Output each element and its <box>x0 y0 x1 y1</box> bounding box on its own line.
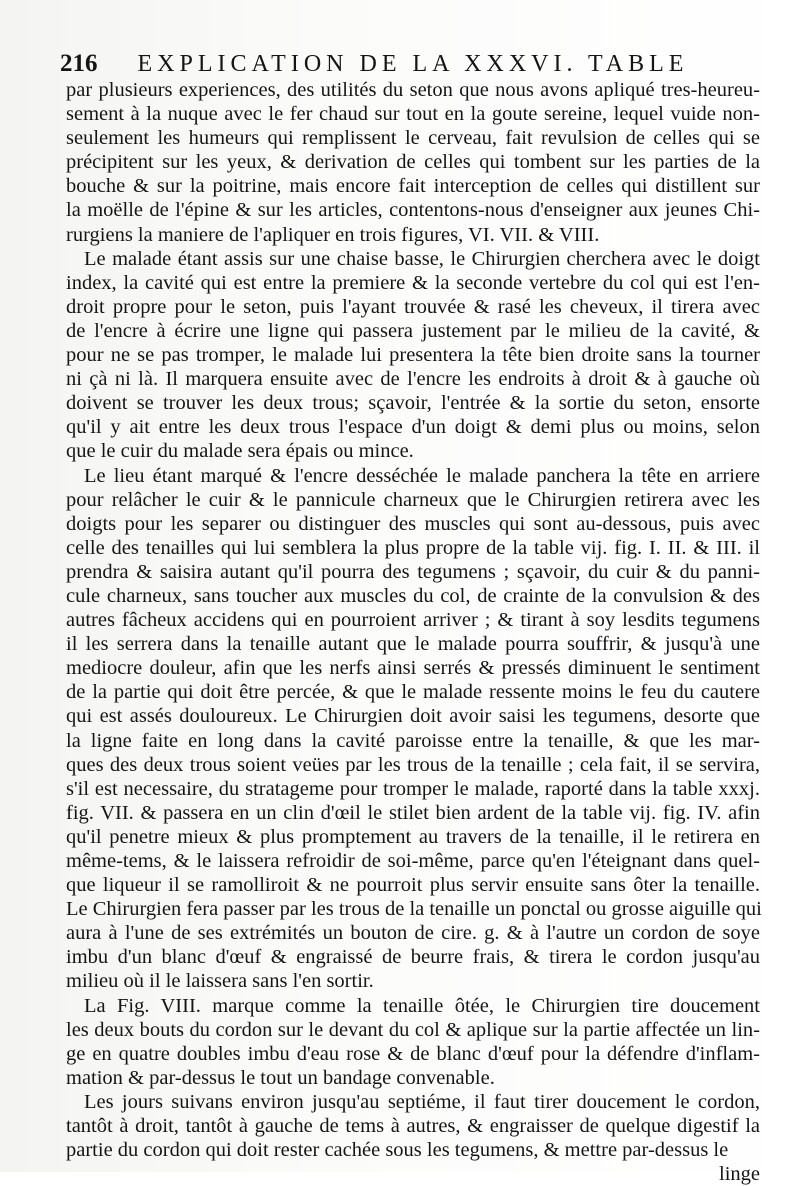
running-title: EXPLICATION DE LA XXXVI. TABLE <box>137 51 689 77</box>
text-line: aura à l'une de ses extrémités un bouton de cire. g. & à l'autre un cordon de soye <box>66 922 760 945</box>
text-line: imbu d'un blanc d'œuf & engraissé de beurre frais, & tirera le cordon jusqu'au <box>66 946 760 969</box>
text-line: ni çà ni là. Il marquera ensuite avec de l'encre les endroits à droit & à gauche où <box>66 368 760 391</box>
text-line: La Fig. VIII. marque comme la tenaille ôtée, le Chirurgien tire doucement <box>84 994 760 1017</box>
paragraph <box>66 247 760 464</box>
text-line: sement à la nuque avec le fer chaud sur tout en la goute sereine, lequel vuide non- <box>66 103 760 126</box>
text-line: Le lieu étant marqué & l'encre desséchée le malade panchera la tête en arriere <box>84 464 760 487</box>
text-line: cule charneux, sans toucher aux muscles du col, de crainte de la convulsion & des <box>66 584 760 607</box>
body-text <box>66 78 760 1186</box>
text-line: mation & par-dessus le tout un bandage convenable. <box>66 1066 495 1089</box>
text-line: index, la cavité qui est entre la premiere & la seconde vertebre du col qui est l'en- <box>66 271 760 294</box>
text-line: doivent se trouver les deux trous; sçavoir, l'entrée & la sortie du seton, ensorte <box>66 392 760 415</box>
text-line: mediocre douleur, afin que les nerfs ainsi serrés & pressés diminuent le sentiment <box>66 657 760 680</box>
text-line: la ligne faite en long dans la cavité paroisse entre la tenaille, & que les mar- <box>66 729 760 752</box>
text-line: qui est assés douloureux. Le Chirurgien doit avoir saisi les tegumens, desorte que <box>66 705 760 728</box>
text-line: qu'il y ait entre les deux trous l'espace d'un doigt & demi plus ou moins, selon <box>66 416 760 439</box>
catchword: linge <box>719 1163 760 1186</box>
text-line: milieu où il le laissera sans l'en sortir. <box>66 970 374 993</box>
paragraph <box>66 994 760 1090</box>
paragraph <box>66 78 760 247</box>
text-line: Le malade étant assis sur une chaise basse, le Chirurgien cherchera avec le doigt <box>84 247 760 270</box>
text-line: Les jours suivans environ jusqu'au septiéme, il faut tirer doucement le cordon, <box>84 1090 760 1113</box>
text-line: autres fâcheux accidens qui en pourroient arriver ; & tirant à soy lesdits tegumens <box>66 609 760 632</box>
text-line: droit propre pour le seton, puis l'ayant trouvée & rasé les cheveux, il tirera avec <box>66 295 760 318</box>
text-line: s'il est necessaire, du stratageme pour tromper le malade, raporté dans la table xxxj. <box>66 777 760 800</box>
text-line: partie du cordon qui doit rester cachée sous les tegumens, & mettre par-dessus le <box>66 1139 729 1162</box>
text-line: tantôt à droit, tantôt à gauche de tems à autres, & engraisser de quelque digestif la <box>66 1115 760 1138</box>
text-line: que le cuir du malade sera épais ou mince. <box>66 440 414 463</box>
text-line: il les serrera dans la tenaille autant que le malade pourra souffrir, & jusqu'à une <box>66 633 760 656</box>
text-line: de l'encre à écrire une ligne qui passera justement par le milieu de la cavité, & <box>66 319 760 342</box>
text-line: doigts pour les separer ou distinguer des muscles qui sont au-dessous, puis avec <box>66 512 760 535</box>
text-line: la moëlle de l'épine & sur les articles, contentons-nous d'enseigner aux jeunes Chi- <box>66 199 760 222</box>
paragraph <box>66 464 760 994</box>
text-line: bouche & sur la poitrine, mais encore fait interception de celles qui distillent sur <box>66 175 760 198</box>
text-line: même-tems, & le laissera refroidir de soi-même, parce qu'en l'éteignant dans quel- <box>66 850 760 872</box>
page-number: 216 <box>60 50 98 77</box>
paragraph <box>66 1090 760 1162</box>
text-line: ques des deux trous soient veües par les trous de la tenaille ; cela fait, il se servira, <box>66 753 760 776</box>
text-line: précipitent sur les yeux, & derivation de celles qui tombent sur les parties de la <box>66 151 760 174</box>
text-line: de la partie qui doit être percée, & que le malade ressente moins le feu du cautere <box>66 681 760 704</box>
text-line: pour ne se pas tromper, le malade lui presentera la tête bien droite sans la tourner <box>66 344 760 367</box>
text-line: pour relâcher le cuir & le pannicule charneux que le Chirurgien retirera avec les <box>66 488 760 511</box>
text-line: par plusieurs experiences, des utilités du seton que nous avons apliqué tres-heureu- <box>66 79 760 101</box>
text-line: Le Chirurgien fera passer par les trous de la tenaille un ponctal ou grosse aiguille qui <box>66 898 762 921</box>
text-line: seulement les humeurs qui remplissent le cerveau, fait revulsion de celles qui se <box>66 127 760 150</box>
text-line: celle des tenailles qui lui semblera la plus propre de la table vij. fig. I. II. & III. il <box>66 536 760 559</box>
text-line: ge en quatre doubles imbu d'eau rose & de blanc d'œuf pour la défendre d'inflam- <box>66 1042 760 1065</box>
text-line: qu'il penetre mieux & plus promptement au travers de la tenaille, il le retirera en <box>66 825 760 848</box>
text-line: que liqueur il se ramolliroit & ne pourroit plus servir ensuite sans ôter la tenaille. <box>66 874 760 897</box>
text-line: rurgiens la maniere de l'apliquer en trois figures, VI. VII. & VIII. <box>66 223 600 246</box>
text-line: fig. VII. & passera en un clin d'œil le stilet bien ardent de la table vij. fig. IV. afin <box>66 801 760 824</box>
text-line: prendra & saisira autant qu'il pourra des tegumens ; sçavoir, du cuir & du panni- <box>66 560 760 583</box>
text-line: les deux bouts du cordon sur le devant du col & aplique sur la partie affectée un lin- <box>66 1018 760 1041</box>
